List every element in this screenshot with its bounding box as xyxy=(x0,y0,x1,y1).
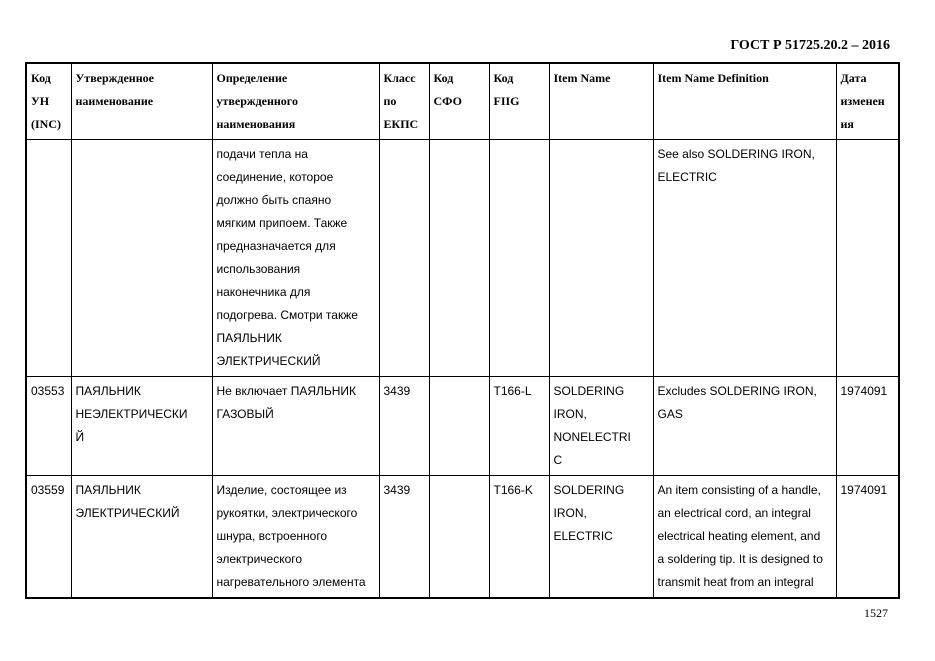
cell-item-definition: Excludes SOLDERING IRON, GAS xyxy=(653,377,836,476)
table-header-row xyxy=(26,63,899,140)
item-names-table xyxy=(25,62,900,599)
cell-fiig: T166-K xyxy=(489,476,549,599)
cell-inc xyxy=(26,140,71,377)
table-row xyxy=(26,476,899,599)
cell-sfo xyxy=(429,476,489,599)
cell-item-definition: An item consisting of a handle, an electrical cord, an integral electrical heating element, and a soldering tip. It is designed to transmit heat from an integral xyxy=(653,476,836,599)
col-header-definition: Определение утвержденного наименования xyxy=(212,63,379,140)
cell-definition: Изделие, состоящее из рукоятки, электрического шнура, встроенного электрического нагревательного элемента xyxy=(212,476,379,599)
cell-date xyxy=(836,140,899,377)
cell-approved-name: ПАЯЛЬНИК ЭЛЕКТРИЧЕСКИЙ xyxy=(71,476,212,599)
col-header-sfo: Код СФО xyxy=(429,63,489,140)
cell-item-name xyxy=(549,140,653,377)
col-header-fiig: Код FIIG xyxy=(489,63,549,140)
col-header-date: Дата изменен ия xyxy=(836,63,899,140)
col-header-item-name: Item Name xyxy=(549,63,653,140)
cell-definition: подачи тепла на соединение, которое должно быть спаяно мягким припоем. Также предназначается для использования наконечника для подогрева. Смотри также ПАЯЛЬНИК ЭЛЕКТРИЧЕСКИЙ xyxy=(212,140,379,377)
cell-approved-name: ПАЯЛЬНИК НЕЭЛЕКТРИЧЕСКИ Й xyxy=(71,377,212,476)
cell-sfo xyxy=(429,140,489,377)
cell-item-name: SOLDERING IRON, NONELECTRI C xyxy=(549,377,653,476)
cell-definition: Не включает ПАЯЛЬНИК ГАЗОВЫЙ xyxy=(212,377,379,476)
table-row xyxy=(26,140,899,377)
cell-inc: 03559 xyxy=(26,476,71,599)
cell-item-definition: See also SOLDERING IRON, ELECTRIC xyxy=(653,140,836,377)
cell-class: 3439 xyxy=(379,476,429,599)
cell-date: 1974091 xyxy=(836,377,899,476)
table-row xyxy=(26,377,899,476)
col-header-approved-name: Утвержденное наименование xyxy=(71,63,212,140)
cell-date: 1974091 xyxy=(836,476,899,599)
cell-approved-name xyxy=(71,140,212,377)
col-header-item-definition: Item Name Definition xyxy=(653,63,836,140)
cell-fiig xyxy=(489,140,549,377)
document-title: ГОСТ Р 51725.20.2 – 2016 xyxy=(730,38,890,53)
cell-sfo xyxy=(429,377,489,476)
col-header-inc: Код УН (INC) xyxy=(26,63,71,140)
page-number: 1527 xyxy=(864,606,888,620)
cell-class xyxy=(379,140,429,377)
col-header-class: Класс по ЕКПС xyxy=(379,63,429,140)
cell-class: 3439 xyxy=(379,377,429,476)
cell-item-name: SOLDERING IRON, ELECTRIC xyxy=(549,476,653,599)
cell-fiig: T166-L xyxy=(489,377,549,476)
cell-inc: 03553 xyxy=(26,377,71,476)
